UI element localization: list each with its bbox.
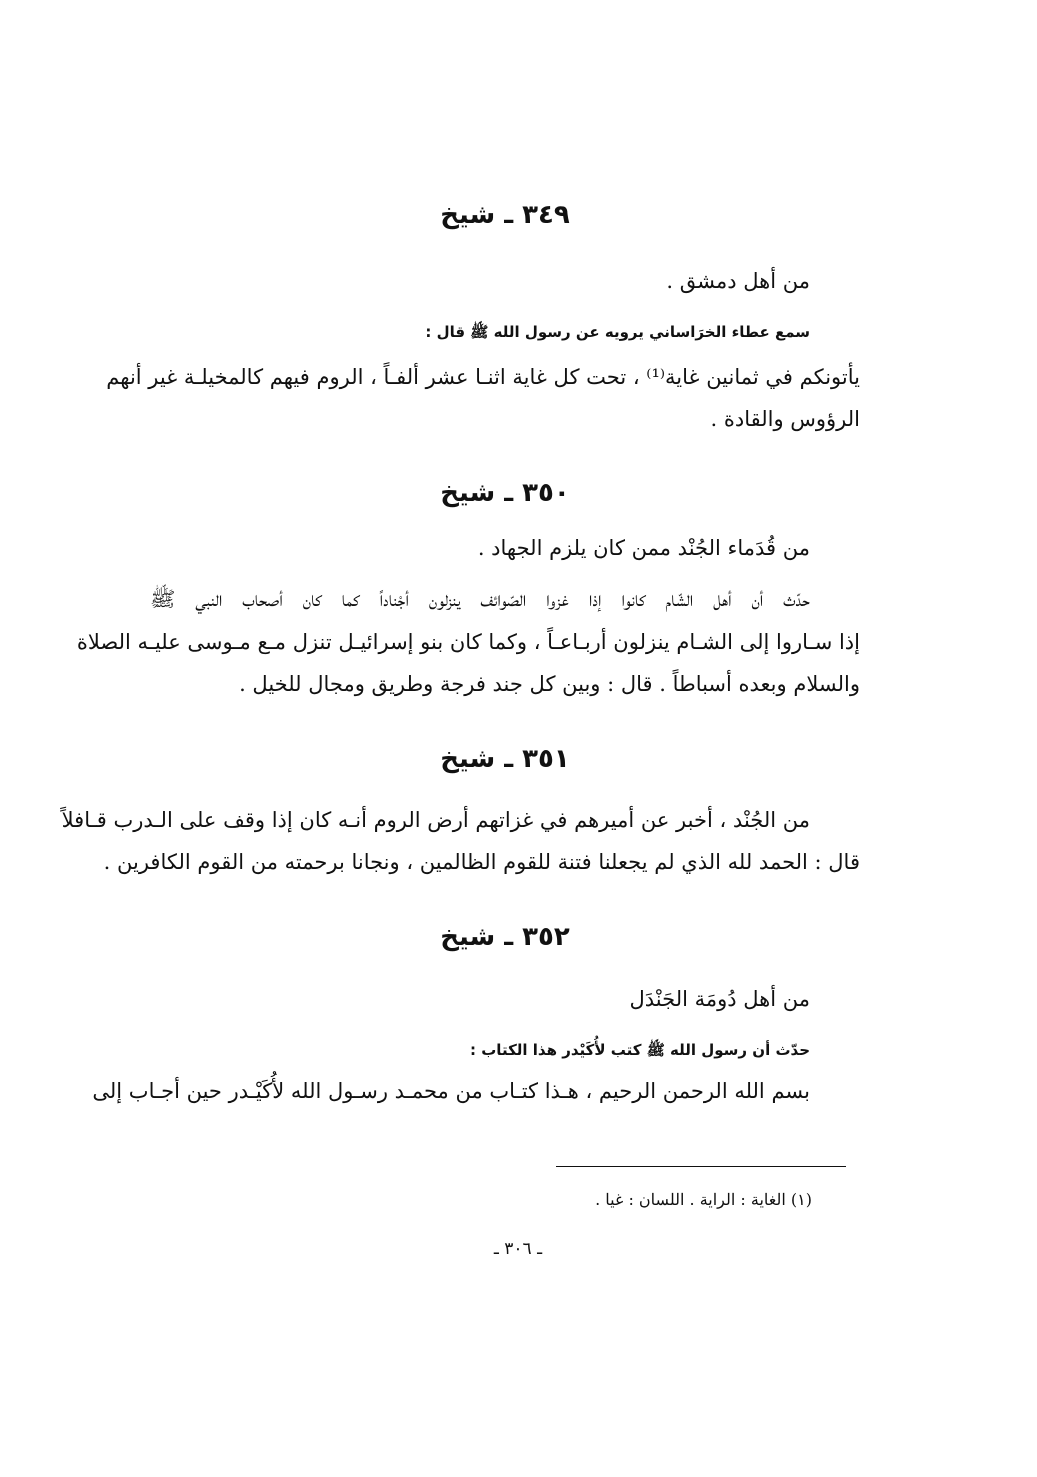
entry-origin-350: من قُدَماء الجُنْد ممن كان يلزم الجهاد . — [477, 536, 810, 560]
entry-heading-349: ٣٤٩ ـ شيخ — [440, 200, 570, 230]
entry-text-line: قال : الحمد لله الذي لم يجعلنا فتنة للقوم الظالمين ، ونجانا برحمته من القوم الكافرين . — [103, 850, 860, 874]
page-number: ـ ٣٠٦ ـ — [493, 1239, 543, 1259]
entry-text-line: إذا سـاروا إلى الشـام ينزلون أربـاعـاً ، وكما كان بنو إسرائيـل تنزل مـع مـوسى عليـه الصلاة — [76, 630, 860, 654]
entry-origin-352: من أهل دُومَة الجَنْدَل — [629, 987, 810, 1011]
footnote-divider — [556, 1166, 846, 1167]
entry-heading-351: ٣٥١ ـ شيخ — [440, 744, 570, 774]
entry-text-line: حدّث أن أهل الشّام كانوا إذا غزوا الصّوائف ينزلون أجْناداً كما كان أصحاب النبي ﷺ — [150, 587, 810, 611]
entry-heading-350: ٣٥٠ ـ شيخ — [440, 478, 570, 508]
entry-text-line: والسلام وبعده أسباطاً . قال : وبين كل جند فرجة وطريق ومجال للخيل . — [239, 672, 860, 696]
entry-text-line: يأتونكم في ثمانين غاية⁽¹⁾ ، تحت كل غاية اثنـا عشر ألفـاً ، الروم فيهم كالمخيلـة غير أنهم — [106, 365, 860, 389]
entry-isnad-349: سمع عطاء الخرَاساني يرويه عن رسول الله ﷺ قال : — [425, 323, 810, 341]
entry-isnad-352: حدّث أن رسول الله ﷺ كتب لأُكَيْدر هذا الكتاب : — [470, 1041, 810, 1059]
entry-text-line: من الجُنْد ، أخبر عن أميرهم في غزاتهم أرض الروم أنـه كان إذا وقف على الـدرب قـافلاً — [61, 808, 810, 832]
entry-heading-352: ٣٥٢ ـ شيخ — [440, 922, 570, 952]
entry-text-line: الرؤوس والقادة . — [710, 407, 860, 431]
entry-text-line: بسم الله الرحمن الرحيم ، هـذا كتـاب من محمـد رسـول الله لأُكَيْـدر حين أجـاب إلى — [92, 1079, 810, 1103]
footnote: (١) الغاية : الراية . اللسان : غيا . — [595, 1190, 812, 1209]
entry-origin-349: من أهل دمشق . — [666, 269, 810, 293]
